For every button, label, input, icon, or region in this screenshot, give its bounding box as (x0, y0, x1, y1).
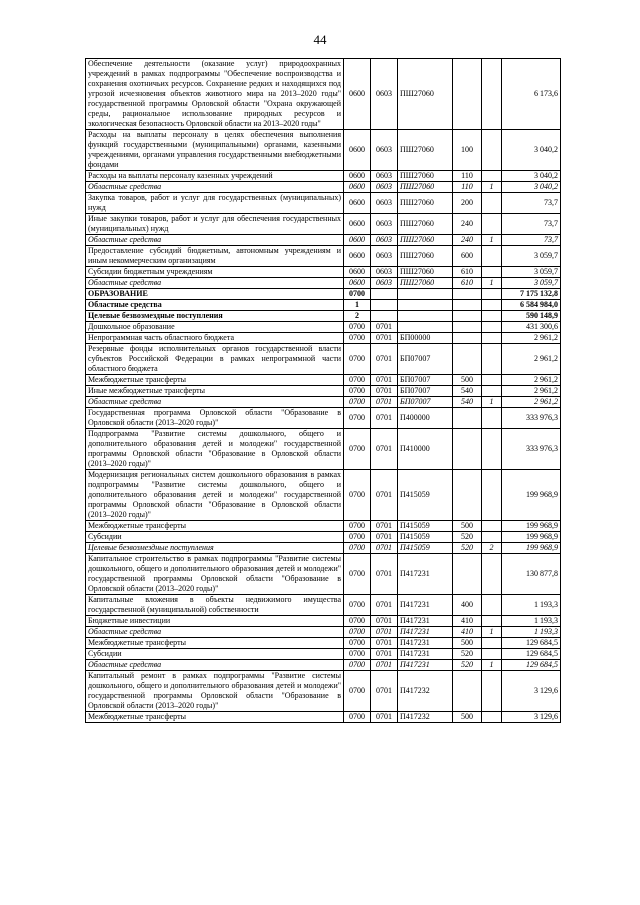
row-subsection-code: 0603 (371, 267, 398, 278)
table-row (86, 638, 561, 649)
table-row (86, 289, 561, 300)
table-row (86, 214, 561, 235)
row-name: Областные средства (86, 627, 344, 638)
table-row (86, 300, 561, 311)
table-row (86, 649, 561, 660)
row-section-code: 0700 (344, 344, 371, 375)
row-expense-type (453, 311, 482, 322)
row-amount: 6 173,6 (502, 59, 561, 130)
row-name: Закупка товаров, работ и услуг для государственных (муниципальных) нужд (86, 193, 344, 214)
table-row (86, 595, 561, 616)
row-expense-type: 240 (453, 214, 482, 235)
row-name: Бюджетные инвестиции (86, 616, 344, 627)
row-name: Областные средства (86, 278, 344, 289)
row-funding-source (482, 429, 502, 470)
row-funding-source: 2 (482, 543, 502, 554)
table-row (86, 521, 561, 532)
row-section-code: 0600 (344, 267, 371, 278)
row-expense-type (453, 554, 482, 595)
row-expense-type: 520 (453, 532, 482, 543)
row-name: Непрограммная часть областного бюджета (86, 333, 344, 344)
row-target-article: ПШ27060 (398, 182, 453, 193)
row-amount: 73,7 (502, 193, 561, 214)
row-section-code: 0700 (344, 333, 371, 344)
row-funding-source (482, 322, 502, 333)
table-row (86, 712, 561, 723)
row-amount: 3 129,6 (502, 712, 561, 723)
table-row (86, 375, 561, 386)
row-amount: 7 175 132,8 (502, 289, 561, 300)
row-amount: 2 961,2 (502, 397, 561, 408)
table-row (86, 386, 561, 397)
row-section-code: 0600 (344, 59, 371, 130)
row-subsection-code: 0701 (371, 712, 398, 723)
row-expense-type (453, 429, 482, 470)
row-amount: 199 968,9 (502, 543, 561, 554)
row-target-article: ПШ27060 (398, 278, 453, 289)
row-target-article: П417231 (398, 638, 453, 649)
budget-table (85, 58, 561, 723)
table-row (86, 171, 561, 182)
table-row (86, 408, 561, 429)
row-amount: 73,7 (502, 235, 561, 246)
row-amount: 333 976,3 (502, 408, 561, 429)
row-subsection-code: 0701 (371, 627, 398, 638)
row-expense-type: 500 (453, 521, 482, 532)
row-name: Подпрограмма "Развитие системы дошкольного, общего и дополнительного образования детей и молодежи" государственной программы Орловской области "Образование в Орловской области (2013–2020 годы)" (86, 429, 344, 470)
row-target-article (398, 289, 453, 300)
row-funding-source (482, 470, 502, 521)
row-subsection-code: 0701 (371, 397, 398, 408)
row-name: Областные средства (86, 397, 344, 408)
row-name: Целевые безвозмездные поступления (86, 543, 344, 554)
row-subsection-code: 0701 (371, 671, 398, 712)
row-amount: 431 300,6 (502, 322, 561, 333)
row-funding-source (482, 130, 502, 171)
row-funding-source (482, 671, 502, 712)
row-section-code: 0700 (344, 521, 371, 532)
row-target-article: БП07007 (398, 375, 453, 386)
row-funding-source (482, 344, 502, 375)
row-section-code: 0600 (344, 171, 371, 182)
row-subsection-code: 0603 (371, 235, 398, 246)
table-row (86, 59, 561, 130)
row-funding-source (482, 595, 502, 616)
row-funding-source (482, 214, 502, 235)
row-target-article: БП07007 (398, 344, 453, 375)
row-funding-source (482, 289, 502, 300)
row-target-article (398, 311, 453, 322)
row-expense-type: 540 (453, 397, 482, 408)
row-funding-source (482, 616, 502, 627)
row-target-article: БП00000 (398, 333, 453, 344)
row-section-code: 0700 (344, 532, 371, 543)
row-section-code: 0600 (344, 278, 371, 289)
row-funding-source (482, 193, 502, 214)
table-row (86, 311, 561, 322)
row-name: Капитальные вложения в объекты недвижимого имущества государственной (муниципальной) собственности (86, 595, 344, 616)
row-funding-source (482, 638, 502, 649)
row-section-code: 0700 (344, 595, 371, 616)
row-funding-source (482, 712, 502, 723)
table-row (86, 267, 561, 278)
row-name: Областные средства (86, 182, 344, 193)
row-expense-type: 610 (453, 267, 482, 278)
row-amount: 73,7 (502, 214, 561, 235)
row-funding-source (482, 311, 502, 322)
table-row (86, 322, 561, 333)
row-funding-source (482, 649, 502, 660)
row-name: Капитальное строительство в рамках подпрограммы "Развитие системы дошкольного, общего и дополнительного образования детей и молодежи" государственной программы Орловской области "Образование в Орловской области (2013–2020 годы)" (86, 554, 344, 595)
row-subsection-code: 0701 (371, 322, 398, 333)
row-section-code: 0600 (344, 214, 371, 235)
page-number: 44 (313, 32, 327, 47)
row-section-code: 0700 (344, 660, 371, 671)
row-expense-type: 100 (453, 130, 482, 171)
table-row (86, 532, 561, 543)
row-name: ОБРАЗОВАНИЕ (86, 289, 344, 300)
row-subsection-code: 0603 (371, 130, 398, 171)
row-expense-type (453, 408, 482, 429)
row-section-code: 0700 (344, 397, 371, 408)
row-funding-source (482, 532, 502, 543)
row-target-article: П415059 (398, 470, 453, 521)
table-row (86, 397, 561, 408)
row-subsection-code: 0701 (371, 521, 398, 532)
row-name: Межбюджетные трансферты (86, 638, 344, 649)
row-section-code: 0700 (344, 470, 371, 521)
row-expense-type: 410 (453, 627, 482, 638)
row-section-code: 0700 (344, 543, 371, 554)
row-expense-type: 410 (453, 616, 482, 627)
row-subsection-code: 0701 (371, 554, 398, 595)
row-subsection-code: 0701 (371, 649, 398, 660)
row-expense-type: 200 (453, 193, 482, 214)
row-subsection-code: 0701 (371, 344, 398, 375)
table-row (86, 470, 561, 521)
row-name: Иные закупки товаров, работ и услуг для обеспечения государственных (муниципальных) нужд (86, 214, 344, 235)
row-section-code: 0700 (344, 712, 371, 723)
row-amount: 130 877,8 (502, 554, 561, 595)
row-subsection-code: 0603 (371, 278, 398, 289)
row-funding-source (482, 521, 502, 532)
row-name: Областные средства (86, 300, 344, 311)
row-funding-source: 1 (482, 660, 502, 671)
row-target-article: ПШ27060 (398, 246, 453, 267)
table-row (86, 130, 561, 171)
row-expense-type (453, 322, 482, 333)
row-target-article: П415059 (398, 532, 453, 543)
row-section-code: 0700 (344, 386, 371, 397)
table-row (86, 182, 561, 193)
row-target-article: ПШ27060 (398, 171, 453, 182)
row-subsection-code (371, 289, 398, 300)
row-section-code: 0600 (344, 246, 371, 267)
row-subsection-code: 0701 (371, 532, 398, 543)
row-amount: 2 961,2 (502, 333, 561, 344)
row-subsection-code: 0603 (371, 182, 398, 193)
row-expense-type: 110 (453, 182, 482, 193)
row-amount: 1 193,3 (502, 616, 561, 627)
row-amount: 3 040,2 (502, 130, 561, 171)
row-target-article (398, 322, 453, 333)
row-name: Резервные фонды исполнительных органов государственной власти субъектов Российской Федерации в рамках непрограммной части областного бюджета (86, 344, 344, 375)
row-section-code: 0700 (344, 429, 371, 470)
row-funding-source (482, 386, 502, 397)
row-target-article: ПШ27060 (398, 214, 453, 235)
row-subsection-code: 0701 (371, 638, 398, 649)
row-target-article: П417231 (398, 554, 453, 595)
row-funding-source: 1 (482, 627, 502, 638)
row-expense-type (453, 289, 482, 300)
row-amount: 2 961,2 (502, 344, 561, 375)
row-name: Целевые безвозмездные поступления (86, 311, 344, 322)
row-name: Областные средства (86, 660, 344, 671)
row-funding-source (482, 267, 502, 278)
row-target-article: БП07007 (398, 386, 453, 397)
row-subsection-code: 0701 (371, 333, 398, 344)
row-name: Межбюджетные трансферты (86, 521, 344, 532)
row-target-article: П417231 (398, 627, 453, 638)
row-name: Капитальный ремонт в рамках подпрограммы "Развитие системы дошкольного, общего и дополнительного образования детей и молодежи" государственной программы Орловской области "Образование в Орловской области (2013–2020 годы)" (86, 671, 344, 712)
row-amount: 3 129,6 (502, 671, 561, 712)
table-row (86, 554, 561, 595)
row-subsection-code: 0701 (371, 470, 398, 521)
row-expense-type (453, 59, 482, 130)
table-row (86, 333, 561, 344)
row-target-article: П415059 (398, 521, 453, 532)
row-amount: 2 961,2 (502, 375, 561, 386)
row-amount: 3 059,7 (502, 267, 561, 278)
row-name: Модернизация региональных систем дошкольного образования в рамках подпрограммы "Развитие системы дошкольного, общего и дополнительного образования детей и молодежи" государственной программы Орловской области "Образование в Орловской области (2013–2020 годы)" (86, 470, 344, 521)
row-section-code: 0700 (344, 649, 371, 660)
row-funding-source (482, 300, 502, 311)
row-name: Областные средства (86, 235, 344, 246)
row-target-article: ПШ27060 (398, 193, 453, 214)
row-section-code: 0600 (344, 193, 371, 214)
row-expense-type: 240 (453, 235, 482, 246)
table-row (86, 193, 561, 214)
row-subsection-code: 0701 (371, 429, 398, 470)
row-name: Межбюджетные трансферты (86, 375, 344, 386)
row-expense-type: 500 (453, 712, 482, 723)
row-section-code: 1 (344, 300, 371, 311)
row-section-code: 0700 (344, 627, 371, 638)
row-name: Субсидии бюджетным учреждениям (86, 267, 344, 278)
row-section-code: 0700 (344, 408, 371, 429)
row-subsection-code: 0603 (371, 59, 398, 130)
row-target-article: П417231 (398, 660, 453, 671)
row-funding-source (482, 408, 502, 429)
row-section-code: 0600 (344, 182, 371, 193)
row-section-code: 0700 (344, 554, 371, 595)
row-name: Государственная программа Орловской области "Образование в Орловской области (2013–2020 годы)" (86, 408, 344, 429)
row-subsection-code (371, 311, 398, 322)
budget-table-body (86, 59, 561, 723)
row-expense-type: 520 (453, 649, 482, 660)
row-amount: 199 968,9 (502, 470, 561, 521)
row-target-article: ПШ27060 (398, 130, 453, 171)
row-funding-source: 1 (482, 182, 502, 193)
row-section-code: 0700 (344, 638, 371, 649)
row-funding-source (482, 59, 502, 130)
row-expense-type: 110 (453, 171, 482, 182)
row-amount: 129 684,5 (502, 660, 561, 671)
table-row (86, 671, 561, 712)
row-subsection-code: 0603 (371, 214, 398, 235)
table-row (86, 543, 561, 554)
table-row (86, 627, 561, 638)
row-funding-source (482, 246, 502, 267)
row-target-article: П410000 (398, 429, 453, 470)
row-subsection-code: 0701 (371, 375, 398, 386)
row-expense-type (453, 344, 482, 375)
row-target-article: БП07007 (398, 397, 453, 408)
row-amount: 129 684,5 (502, 649, 561, 660)
row-expense-type: 600 (453, 246, 482, 267)
row-expense-type (453, 300, 482, 311)
table-row (86, 246, 561, 267)
row-section-code: 0700 (344, 375, 371, 386)
row-name: Расходы на выплаты персоналу в целях обеспечения выполнения функций государственными (муниципальными) органами, казенными учреждениями, органами управления государственными внебюджетными фондами (86, 130, 344, 171)
row-target-article: П417232 (398, 712, 453, 723)
row-funding-source (482, 375, 502, 386)
row-target-article: П417231 (398, 595, 453, 616)
row-amount: 2 961,2 (502, 386, 561, 397)
row-name: Межбюджетные трансферты (86, 712, 344, 723)
row-expense-type: 520 (453, 543, 482, 554)
row-name: Предоставление субсидий бюджетным, автономным учреждениям и иным некоммерческим организациям (86, 246, 344, 267)
row-subsection-code: 0701 (371, 616, 398, 627)
table-row (86, 660, 561, 671)
table-row (86, 616, 561, 627)
row-target-article: П417232 (398, 671, 453, 712)
row-section-code: 0700 (344, 616, 371, 627)
row-amount: 199 968,9 (502, 532, 561, 543)
row-subsection-code: 0701 (371, 543, 398, 554)
row-amount: 3 059,7 (502, 246, 561, 267)
row-expense-type: 500 (453, 638, 482, 649)
row-target-article: ПШ27060 (398, 267, 453, 278)
row-expense-type: 540 (453, 386, 482, 397)
row-expense-type: 610 (453, 278, 482, 289)
row-amount: 590 148,9 (502, 311, 561, 322)
row-name: Расходы на выплаты персоналу казенных учреждений (86, 171, 344, 182)
row-name: Иные межбюджетные трансферты (86, 386, 344, 397)
row-target-article: П415059 (398, 543, 453, 554)
table-row (86, 278, 561, 289)
table-row (86, 429, 561, 470)
row-funding-source (482, 333, 502, 344)
row-funding-source: 1 (482, 278, 502, 289)
row-funding-source (482, 554, 502, 595)
table-row (86, 235, 561, 246)
row-subsection-code: 0701 (371, 408, 398, 429)
row-amount: 1 193,3 (502, 595, 561, 616)
row-subsection-code (371, 300, 398, 311)
row-expense-type: 520 (453, 660, 482, 671)
row-name: Обеспечение деятельности (оказание услуг) природоохранных учреждений в рамках подпрограммы "Обеспечение воспроизводства и сохранения охотничьих ресурсов. Сохранение редких и находящихся под угрозой исчезновения объектов животного мира на 2013–2020 годы" государственной программы Орловской области "Охрана окружающей среды, рациональное использование природных ресурсов и экологическая безопасность Орловской области на 2013–2020 годы" (86, 59, 344, 130)
row-amount: 3 059,7 (502, 278, 561, 289)
row-target-article: ПШ27060 (398, 235, 453, 246)
row-subsection-code: 0701 (371, 386, 398, 397)
row-funding-source: 1 (482, 397, 502, 408)
row-funding-source (482, 171, 502, 182)
row-expense-type: 400 (453, 595, 482, 616)
row-expense-type (453, 671, 482, 712)
row-amount: 3 040,2 (502, 171, 561, 182)
row-section-code: 0700 (344, 322, 371, 333)
row-section-code: 0700 (344, 671, 371, 712)
table-row (86, 344, 561, 375)
row-name: Субсидии (86, 532, 344, 543)
row-subsection-code: 0701 (371, 660, 398, 671)
row-expense-type: 500 (453, 375, 482, 386)
row-funding-source: 1 (482, 235, 502, 246)
row-name: Дошкольное образование (86, 322, 344, 333)
row-amount: 3 040,2 (502, 182, 561, 193)
row-name: Субсидии (86, 649, 344, 660)
row-amount: 129 684,5 (502, 638, 561, 649)
row-target-article: П417231 (398, 649, 453, 660)
row-target-article (398, 300, 453, 311)
row-subsection-code: 0701 (371, 595, 398, 616)
row-target-article: П417231 (398, 616, 453, 627)
row-amount: 6 584 984,0 (502, 300, 561, 311)
row-target-article: ПШ27060 (398, 59, 453, 130)
row-expense-type (453, 333, 482, 344)
row-subsection-code: 0603 (371, 171, 398, 182)
row-section-code: 2 (344, 311, 371, 322)
row-expense-type (453, 470, 482, 521)
row-section-code: 0700 (344, 289, 371, 300)
row-target-article: П400000 (398, 408, 453, 429)
row-section-code: 0600 (344, 235, 371, 246)
row-amount: 199 968,9 (502, 521, 561, 532)
row-subsection-code: 0603 (371, 193, 398, 214)
row-amount: 1 193,3 (502, 627, 561, 638)
row-section-code: 0600 (344, 130, 371, 171)
row-subsection-code: 0603 (371, 246, 398, 267)
row-amount: 333 976,3 (502, 429, 561, 470)
